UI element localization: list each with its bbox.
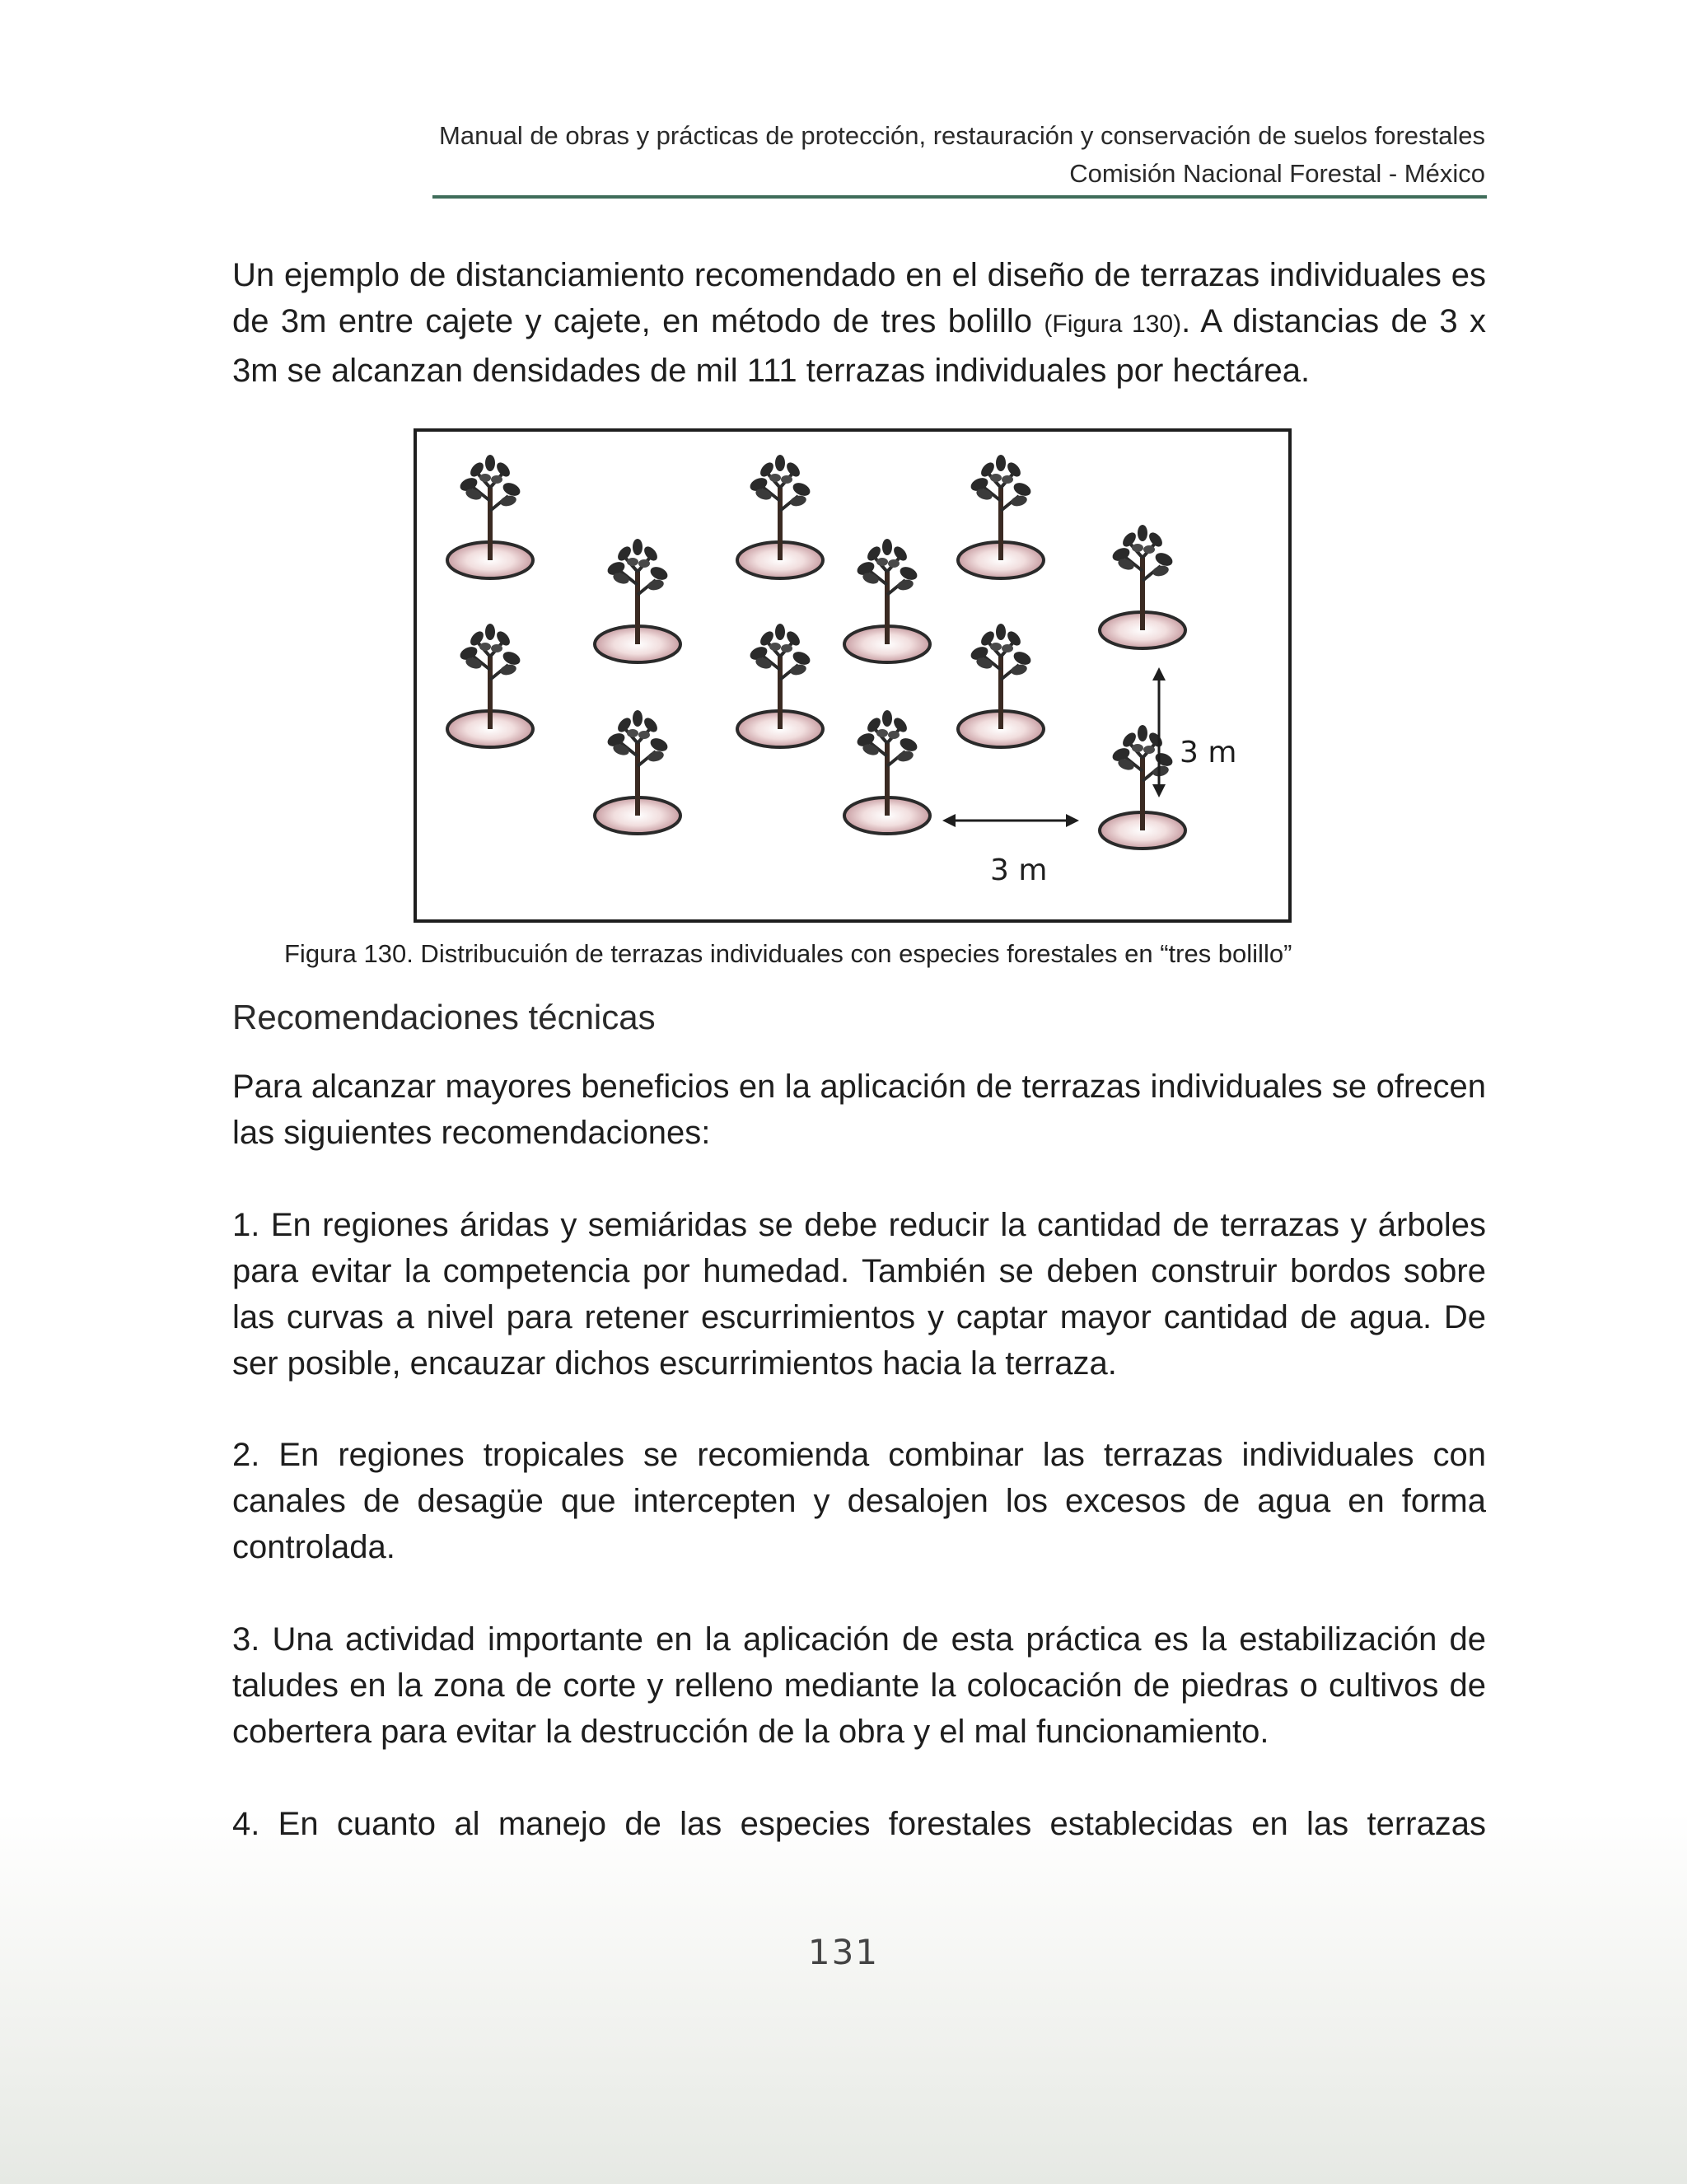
recommendation-2: 2. En regiones tropicales se recomienda combinar las terrazas individuales con canales de desagüe que intercepten y desalojen los excesos de agua en forma controlada. — [232, 1437, 1486, 1565]
figure-reference: (Figura 130) — [1044, 311, 1182, 338]
intro-paragraph — [232, 252, 1486, 394]
section-title: Recomendaciones técnicas — [232, 998, 656, 1036]
recommendation-3: 3. Una actividad importante en la aplicación de esta práctica es la estabilización de taludes en la zona de corte y relleno mediante la colocación de piedras o cultivos de cobertera para evitar la destrucción de la obra y el mal funcionamiento. — [232, 1621, 1486, 1750]
figure-caption: Figura 130. Distribucuión de terrazas individuales con especies forestales en “tres bolillo” — [284, 939, 1292, 968]
vertical-distance-label: 3 m — [1180, 736, 1237, 769]
running-header — [439, 117, 1485, 193]
figure-130-diagram — [414, 428, 1292, 923]
page-number: 131 — [807, 1932, 880, 1972]
header-divider — [432, 195, 1487, 199]
body-paragraph: Para alcanzar mayores beneficios en la aplicación de terrazas individuales se ofrecen las siguientes recomendaciones: — [232, 1069, 1486, 1151]
intro-text: Un ejemplo de distanciamiento recomendado en el diseño de terrazas individuales es de 3m entre cajete y cajete, en método de tres bolillo — [232, 257, 1486, 339]
header-institution: Comisión Nacional Forestal - México — [1069, 159, 1485, 188]
recommendation-1: 1. En regiones áridas y semiáridas se debe reducir la cantidad de terrazas y árboles para evitar la competencia por humedad. También se deben construir bordos sobre las curvas a nivel para retener escurrimientos y captar mayor cantidad de agua. De ser posible, encauzar dichos escurrimientos hacia la terraza. — [232, 1207, 1486, 1382]
horizontal-distance-label: 3 m — [990, 853, 1048, 887]
intro-text-end: . A distancias de 3 x 3m se alcanzan densidades de mil 111 terrazas individuales por hectárea. — [232, 303, 1486, 389]
header-manual-title: Manual de obras y prácticas de protección, restauración y conservación de suelos forestales — [439, 121, 1485, 150]
recommendation-4: 4. En cuanto al manejo de las especies forestales establecidas en las terrazas — [232, 1806, 1486, 1842]
